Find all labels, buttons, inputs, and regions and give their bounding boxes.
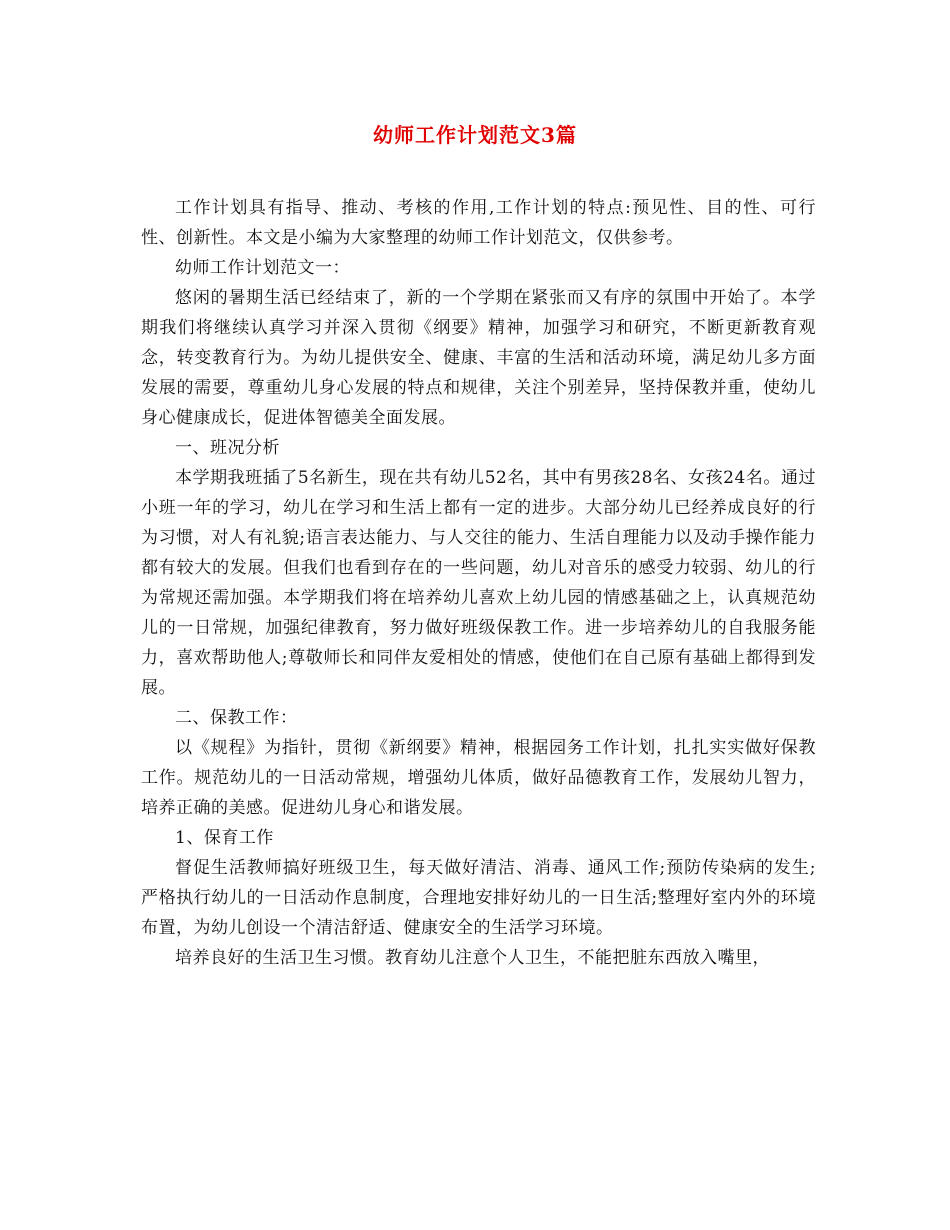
- document-body: [141, 193, 816, 973]
- section-heading-class-analysis: 一、班况分析: [175, 438, 280, 458]
- subsection-heading-nursing: 1、保育工作: [175, 828, 274, 848]
- opening-paragraph: 悠闲的暑期生活已经结束了，新的一个学期在紧张而又有序的氛围中开始了。本学期我们将继续认真学习并深入贯彻《纲要》精神，加强学习和研究，不断更新教育观念，转变教育行为。为幼儿提供安全、健康、丰富的生活和活动环境，满足幼儿多方面发展的需要，尊重幼儿身心发展的特点和规律，关注个别差异，坚持保教并重，使幼儿身心健康成长，促进体智德美全面发展。: [141, 288, 816, 428]
- care-education-paragraph: 以《规程》为指针，贯彻《新纲要》精神，根据园务工作计划，扎扎实实做好保教工作。规范幼儿的一日活动常规，增强幼儿体质，做好品德教育工作，发展幼儿智力，培养正确的美感。促进幼儿身心和谐发展。: [141, 738, 816, 818]
- section-heading-care-education: 二、保教工作：: [175, 708, 298, 728]
- document-title: 幼师工作计划范文3篇: [373, 123, 577, 147]
- intro-paragraph: 工作计划具有指导、推动、考核的作用,工作计划的特点:预见性、目的性、可行性、创新性。本文是小编为大家整理的幼师工作计划范文，仅供参考。: [141, 198, 816, 248]
- nursing-paragraph: 督促生活教师搞好班级卫生，每天做好清洁、消毒、通风工作;预防传染病的发生;严格执行幼儿的一日活动作息制度，合理地安排好幼儿的一日生活;整理好室内外的环境布置，为幼儿创设一个清洁舒适、健康安全的生活学习环境。: [141, 858, 816, 938]
- section-heading-sample-one: 幼师工作计划范文一：: [175, 258, 350, 278]
- hygiene-habits-paragraph: 培养良好的生活卫生习惯。教育幼儿注意个人卫生，不能把脏东西放入嘴里，: [175, 948, 770, 968]
- class-analysis-paragraph: 本学期我班插了5名新生，现在共有幼儿52名，其中有男孩28名、女孩24名。通过小班一年的学习，幼儿在学习和生活上都有一定的进步。大部分幼儿已经养成良好的行为习惯，对人有礼貌;语言表达能力、与人交往的能力、生活自理能力以及动手操作能力都有较大的发展。但我们也看到存在的一些问题，幼儿对音乐的感受力较弱、幼儿的行为常规还需加强。本学期我们将在培养幼儿喜欢上幼儿园的情感基础之上，认真规范幼儿的一日常规，加强纪律教育，努力做好班级保教工作。进一步培养幼儿的自我服务能力，喜欢帮助他人;尊敬师长和同伴友爱相处的情感，使他们在自己原有基础上都得到发展。: [141, 468, 816, 698]
